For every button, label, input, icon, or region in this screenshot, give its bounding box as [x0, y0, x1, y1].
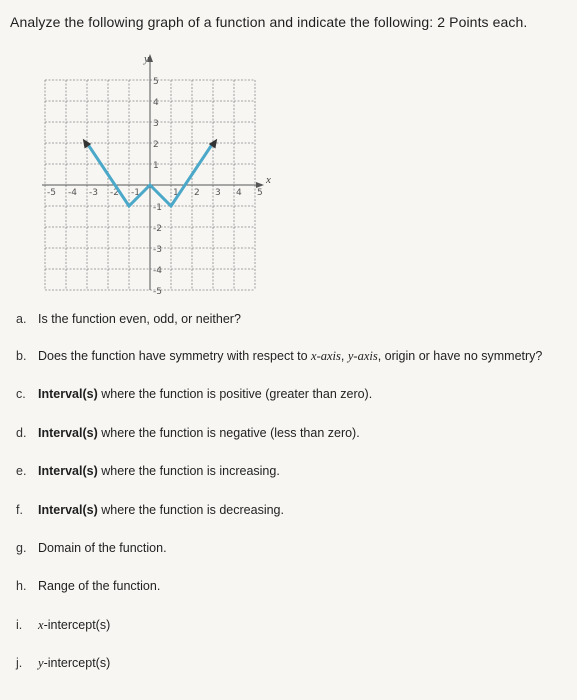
- y-tick-label: -4: [153, 266, 162, 276]
- question-text: [38, 618, 110, 633]
- x-tick-label: 1: [173, 188, 179, 198]
- y-axis-term: y-axis: [347, 349, 378, 363]
- question-text: Range of the function.: [38, 579, 161, 593]
- question-letter: j.: [16, 656, 23, 670]
- question-letter: i.: [16, 618, 23, 632]
- question-text-part: , origin or have no symmetry?: [377, 349, 543, 363]
- x-tick-label: -1: [131, 188, 140, 198]
- y-tick-label: 2: [153, 140, 159, 150]
- x-tick-label: -3: [89, 188, 98, 198]
- question-text-part: Does the function have symmetry with respect to: [38, 349, 312, 363]
- question-j: [16, 656, 110, 671]
- x-tick-label: -2: [110, 188, 119, 198]
- question-text-part: where the function is positive (greater than zero).: [97, 387, 373, 401]
- y-tick-label: 4: [153, 98, 159, 108]
- x-tick-label: 3: [215, 188, 221, 198]
- question-letter: g.: [16, 541, 27, 555]
- x-tick-label: 5: [257, 188, 263, 198]
- question-text: [38, 426, 360, 440]
- question-text: [38, 503, 284, 517]
- question-f: [16, 503, 284, 517]
- y-tick-label: -2: [153, 224, 162, 234]
- question-text-part: -intercept(s): [43, 656, 111, 670]
- x-tick-label: -4: [68, 188, 77, 198]
- x-axis-term: x-axis: [311, 349, 341, 363]
- variable-y: y: [38, 656, 44, 670]
- y-tick-label: 5: [153, 77, 159, 87]
- question-text: [38, 464, 280, 478]
- question-c: [16, 387, 372, 401]
- x-tick-label: 4: [236, 188, 242, 198]
- question-b: [16, 349, 542, 364]
- question-letter: a.: [16, 312, 27, 326]
- question-letter: d.: [16, 426, 27, 440]
- question-letter: e.: [16, 464, 27, 478]
- question-e: [16, 464, 280, 478]
- question-text-part: where the function is decreasing.: [97, 503, 284, 517]
- question-g: [16, 541, 167, 555]
- y-tick-label: -5: [153, 287, 162, 297]
- question-text-part: where the function is increasing.: [97, 464, 280, 478]
- question-bold: Interval(s): [38, 426, 98, 440]
- question-text: [38, 349, 542, 364]
- question-letter: h.: [16, 579, 27, 593]
- y-tick-label: -1: [153, 203, 162, 213]
- question-letter: b.: [16, 349, 27, 363]
- question-bold: Interval(s): [38, 464, 98, 478]
- question-text: Is the function even, odd, or neither?: [38, 312, 241, 326]
- y-tick-label: 1: [153, 161, 159, 171]
- question-text-part: -intercept(s): [43, 618, 111, 632]
- assignment-prompt: Analyze the following graph of a function and indicate the following: 2 Points each.: [10, 14, 528, 30]
- y-tick-label: 3: [153, 119, 159, 129]
- question-text: [38, 387, 372, 401]
- question-letter: f.: [16, 503, 23, 517]
- y-tick-label: -3: [153, 245, 162, 255]
- x-tick-label: 2: [194, 188, 200, 198]
- question-letter: c.: [16, 387, 26, 401]
- variable-x: x: [38, 618, 44, 632]
- y-axis-label: y: [144, 53, 149, 65]
- question-bold: Interval(s): [38, 503, 98, 517]
- question-text: [38, 656, 110, 671]
- question-bold: Interval(s): [38, 387, 98, 401]
- question-text-part: ,: [340, 349, 348, 363]
- function-graph: [40, 50, 280, 300]
- question-h: [16, 579, 160, 593]
- question-d: [16, 426, 360, 440]
- question-a: [16, 312, 241, 326]
- question-i: [16, 618, 110, 633]
- tick-labels: [47, 77, 263, 297]
- x-tick-label: -5: [47, 188, 56, 198]
- x-axis-label: x: [266, 174, 271, 186]
- question-text: Domain of the function.: [38, 541, 167, 555]
- question-text-part: where the function is negative (less than zero).: [97, 426, 360, 440]
